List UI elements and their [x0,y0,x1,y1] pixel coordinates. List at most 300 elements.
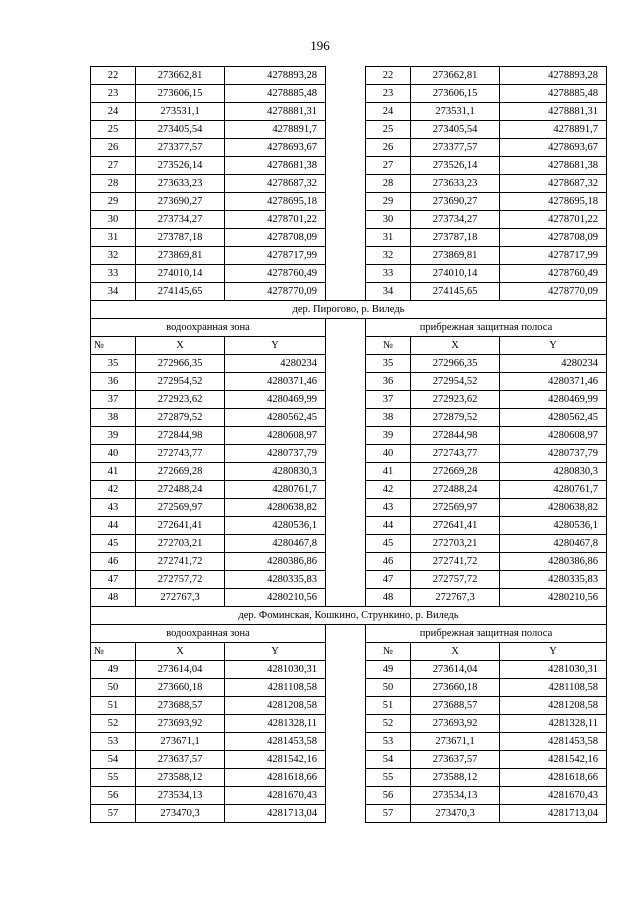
y-coordinate-right: 4280469,99 [500,391,607,409]
column-gap [326,373,366,391]
x-coordinate-right: 272954,52 [411,373,500,391]
y-coordinate-left: 4278708,09 [225,229,326,247]
table-row [91,571,607,589]
point-number-left: 51 [91,697,136,715]
point-number-left: 34 [91,283,136,301]
y-coordinate-left: 4281542,16 [225,751,326,769]
x-coordinate-right: 272488,24 [411,481,500,499]
x-coordinate-left: 272669,28 [136,463,225,481]
point-number-right: 42 [366,481,411,499]
x-coordinate-right: 274145,65 [411,283,500,301]
x-coordinate-left: 273470,3 [136,805,225,823]
header-num-left: № [91,337,136,355]
table-row [91,535,607,553]
y-coordinate-right: 4280562,45 [500,409,607,427]
zone-header-row [91,625,607,643]
column-gap [326,391,366,409]
point-number-right: 51 [366,697,411,715]
column-gap [326,337,366,355]
x-coordinate-right: 272844,98 [411,427,500,445]
point-number-right: 41 [366,463,411,481]
table-row [91,355,607,373]
point-number-right: 50 [366,679,411,697]
y-coordinate-right: 4278770,09 [500,283,607,301]
table-row [91,211,607,229]
y-coordinate-right: 4281453,58 [500,733,607,751]
table-row [91,409,607,427]
x-coordinate-right: 273531,1 [411,103,500,121]
column-gap [326,121,366,139]
column-gap [326,715,366,733]
column-gap [326,175,366,193]
point-number-right: 53 [366,733,411,751]
x-coordinate-left: 273693,92 [136,715,225,733]
x-coordinate-right: 273470,3 [411,805,500,823]
x-coordinate-left: 273531,1 [136,103,225,121]
y-coordinate-right: 4281108,58 [500,679,607,697]
point-number-left: 49 [91,661,136,679]
point-number-right: 47 [366,571,411,589]
column-gap [326,625,366,643]
x-coordinate-right: 272757,72 [411,571,500,589]
y-coordinate-left: 4280830,3 [225,463,326,481]
table-row [91,805,607,823]
x-coordinate-right: 273377,57 [411,139,500,157]
point-number-left: 23 [91,85,136,103]
y-coordinate-right: 4280467,8 [500,535,607,553]
header-num-right: № [366,337,411,355]
column-gap [326,733,366,751]
y-coordinate-right: 4278687,32 [500,175,607,193]
point-number-left: 54 [91,751,136,769]
point-number-right: 57 [366,805,411,823]
coastal-zone-label: прибрежная защитная полоса [366,319,607,337]
x-coordinate-left: 272966,35 [136,355,225,373]
x-coordinate-right: 272703,21 [411,535,500,553]
x-coordinate-left: 273662,81 [136,67,225,85]
x-coordinate-left: 273633,23 [136,175,225,193]
y-coordinate-left: 4281030,31 [225,661,326,679]
y-coordinate-right: 4278708,09 [500,229,607,247]
y-coordinate-left: 4280737,79 [225,445,326,463]
table-row [91,481,607,499]
coastal-zone-label: прибрежная защитная полоса [366,625,607,643]
x-coordinate-left: 272488,24 [136,481,225,499]
column-gap [326,283,366,301]
column-gap [326,661,366,679]
column-header-row [91,643,607,661]
y-coordinate-left: 4278893,28 [225,67,326,85]
point-number-right: 43 [366,499,411,517]
y-coordinate-left: 4280562,45 [225,409,326,427]
y-coordinate-right: 4278885,48 [500,85,607,103]
column-gap [326,409,366,427]
table-row [91,265,607,283]
y-coordinate-left: 4281208,58 [225,697,326,715]
point-number-left: 50 [91,679,136,697]
point-number-left: 47 [91,571,136,589]
point-number-left: 27 [91,157,136,175]
point-number-right: 49 [366,661,411,679]
y-coordinate-left: 4280536,1 [225,517,326,535]
x-coordinate-right: 272767,3 [411,589,500,607]
table-row [91,787,607,805]
column-gap [326,229,366,247]
point-number-right: 34 [366,283,411,301]
table-row [91,283,607,301]
y-coordinate-right: 4278891,7 [500,121,607,139]
water-zone-label: водоохранная зона [91,625,326,643]
point-number-left: 40 [91,445,136,463]
point-number-right: 40 [366,445,411,463]
y-coordinate-right: 4280830,3 [500,463,607,481]
y-coordinate-right: 4281618,66 [500,769,607,787]
point-number-left: 46 [91,553,136,571]
point-number-right: 24 [366,103,411,121]
point-number-right: 44 [366,517,411,535]
column-gap [326,193,366,211]
y-coordinate-left: 4281108,58 [225,679,326,697]
column-gap [326,67,366,85]
coordinates-table [90,66,607,823]
x-coordinate-left: 273588,12 [136,769,225,787]
table-row [91,553,607,571]
section-title: дер. Фоминская, Кошкино, Стрункино, р. Виледь [91,607,607,625]
column-gap [326,589,366,607]
x-coordinate-right: 273534,13 [411,787,500,805]
column-gap [326,103,366,121]
x-coordinate-left: 272743,77 [136,445,225,463]
section-title-row [91,301,607,319]
point-number-right: 46 [366,553,411,571]
x-coordinate-right: 273688,57 [411,697,500,715]
point-number-right: 29 [366,193,411,211]
column-gap [326,643,366,661]
point-number-left: 25 [91,121,136,139]
y-coordinate-left: 4278693,67 [225,139,326,157]
point-number-left: 42 [91,481,136,499]
x-coordinate-left: 273606,15 [136,85,225,103]
point-number-right: 31 [366,229,411,247]
x-coordinate-right: 273734,27 [411,211,500,229]
y-coordinate-right: 4281670,43 [500,787,607,805]
header-y-left: Y [225,643,326,661]
x-coordinate-right: 273671,1 [411,733,500,751]
x-coordinate-left: 272757,72 [136,571,225,589]
y-coordinate-left: 4281713,04 [225,805,326,823]
header-y-right: Y [500,643,607,661]
table-row [91,463,607,481]
x-coordinate-right: 272966,35 [411,355,500,373]
column-gap [326,751,366,769]
column-gap [326,499,366,517]
y-coordinate-left: 4281328,11 [225,715,326,733]
y-coordinate-right: 4280386,86 [500,553,607,571]
point-number-right: 33 [366,265,411,283]
point-number-right: 32 [366,247,411,265]
point-number-right: 37 [366,391,411,409]
x-coordinate-right: 273660,18 [411,679,500,697]
table-row [91,733,607,751]
table-row [91,373,607,391]
point-number-left: 38 [91,409,136,427]
point-number-left: 26 [91,139,136,157]
section-title-row [91,607,607,625]
y-coordinate-left: 4281618,66 [225,769,326,787]
y-coordinate-left: 4278681,38 [225,157,326,175]
column-gap [326,553,366,571]
x-coordinate-right: 273588,12 [411,769,500,787]
table-row [91,499,607,517]
column-gap [326,265,366,283]
y-coordinate-right: 4278881,31 [500,103,607,121]
y-coordinate-right: 4280761,7 [500,481,607,499]
x-coordinate-right: 273405,54 [411,121,500,139]
point-number-right: 36 [366,373,411,391]
y-coordinate-left: 4280608,97 [225,427,326,445]
x-coordinate-right: 273662,81 [411,67,500,85]
point-number-left: 45 [91,535,136,553]
x-coordinate-left: 273614,04 [136,661,225,679]
y-coordinate-right: 4281713,04 [500,805,607,823]
y-coordinate-right: 4280335,83 [500,571,607,589]
y-coordinate-right: 4278695,18 [500,193,607,211]
table-row [91,769,607,787]
y-coordinate-right: 4281328,11 [500,715,607,733]
y-coordinate-left: 4281670,43 [225,787,326,805]
point-number-right: 22 [366,67,411,85]
table-row [91,103,607,121]
x-coordinate-right: 273614,04 [411,661,500,679]
x-coordinate-right: 273526,14 [411,157,500,175]
y-coordinate-left: 4280386,86 [225,553,326,571]
column-gap [326,787,366,805]
y-coordinate-right: 4280536,1 [500,517,607,535]
column-gap [326,445,366,463]
x-coordinate-right: 272669,28 [411,463,500,481]
point-number-left: 48 [91,589,136,607]
y-coordinate-left: 4278891,7 [225,121,326,139]
y-coordinate-right: 4278701,22 [500,211,607,229]
table-row [91,679,607,697]
x-coordinate-right: 273693,92 [411,715,500,733]
x-coordinate-right: 273606,15 [411,85,500,103]
column-gap [326,481,366,499]
x-coordinate-left: 272703,21 [136,535,225,553]
point-number-right: 45 [366,535,411,553]
x-coordinate-right: 272641,41 [411,517,500,535]
x-coordinate-left: 273787,18 [136,229,225,247]
point-number-left: 35 [91,355,136,373]
column-gap [326,571,366,589]
column-gap [326,427,366,445]
point-number-left: 39 [91,427,136,445]
column-gap [326,211,366,229]
x-coordinate-right: 273690,27 [411,193,500,211]
point-number-left: 28 [91,175,136,193]
y-coordinate-left: 4280335,83 [225,571,326,589]
point-number-right: 54 [366,751,411,769]
x-coordinate-left: 273690,27 [136,193,225,211]
point-number-right: 25 [366,121,411,139]
y-coordinate-right: 4281208,58 [500,697,607,715]
y-coordinate-left: 4278881,31 [225,103,326,121]
y-coordinate-left: 4281453,58 [225,733,326,751]
table-row [91,193,607,211]
x-coordinate-left: 272879,52 [136,409,225,427]
point-number-right: 38 [366,409,411,427]
y-coordinate-left: 4278885,48 [225,85,326,103]
point-number-left: 24 [91,103,136,121]
y-coordinate-right: 4280234 [500,355,607,373]
column-gap [326,517,366,535]
table-row [91,157,607,175]
column-gap [326,85,366,103]
y-coordinate-left: 4278717,99 [225,247,326,265]
point-number-right: 26 [366,139,411,157]
column-gap [326,697,366,715]
point-number-right: 56 [366,787,411,805]
x-coordinate-left: 273688,57 [136,697,225,715]
header-x-right: X [411,337,500,355]
zone-header-row [91,319,607,337]
x-coordinate-left: 272767,3 [136,589,225,607]
x-coordinate-left: 272569,97 [136,499,225,517]
section-title: дер. Пирогово, р. Виледь [91,301,607,319]
page-number: 196 [310,38,330,53]
column-gap [326,247,366,265]
table-row [91,517,607,535]
point-number-right: 55 [366,769,411,787]
x-coordinate-left: 273534,13 [136,787,225,805]
y-coordinate-left: 4280371,46 [225,373,326,391]
column-gap [326,805,366,823]
table-row [91,445,607,463]
point-number-right: 23 [366,85,411,103]
point-number-left: 22 [91,67,136,85]
point-number-left: 29 [91,193,136,211]
point-number-left: 43 [91,499,136,517]
y-coordinate-right: 4280638,82 [500,499,607,517]
y-coordinate-right: 4278681,38 [500,157,607,175]
water-zone-label: водоохранная зона [91,319,326,337]
table-row [91,229,607,247]
x-coordinate-right: 272743,77 [411,445,500,463]
column-gap [326,157,366,175]
y-coordinate-left: 4280210,56 [225,589,326,607]
point-number-right: 28 [366,175,411,193]
header-x-right: X [411,643,500,661]
header-x-left: X [136,337,225,355]
y-coordinate-right: 4278893,28 [500,67,607,85]
y-coordinate-left: 4280469,99 [225,391,326,409]
point-number-right: 27 [366,157,411,175]
column-gap [326,679,366,697]
x-coordinate-left: 272923,62 [136,391,225,409]
y-coordinate-left: 4278695,18 [225,193,326,211]
point-number-left: 31 [91,229,136,247]
x-coordinate-right: 274010,14 [411,265,500,283]
point-number-right: 30 [366,211,411,229]
table-row [91,751,607,769]
column-header-row [91,337,607,355]
x-coordinate-right: 272741,72 [411,553,500,571]
x-coordinate-left: 272741,72 [136,553,225,571]
y-coordinate-right: 4278693,67 [500,139,607,157]
table-row [91,175,607,193]
y-coordinate-right: 4278760,49 [500,265,607,283]
point-number-left: 44 [91,517,136,535]
y-coordinate-right: 4281542,16 [500,751,607,769]
y-coordinate-left: 4278770,09 [225,283,326,301]
y-coordinate-left: 4280467,8 [225,535,326,553]
header-y-right: Y [500,337,607,355]
table-row [91,247,607,265]
header-x-left: X [136,643,225,661]
point-number-left: 41 [91,463,136,481]
x-coordinate-left: 273405,54 [136,121,225,139]
y-coordinate-left: 4278701,22 [225,211,326,229]
point-number-left: 57 [91,805,136,823]
x-coordinate-right: 272879,52 [411,409,500,427]
x-coordinate-left: 273734,27 [136,211,225,229]
x-coordinate-left: 272954,52 [136,373,225,391]
point-number-left: 56 [91,787,136,805]
table-row [91,697,607,715]
header-num-right: № [366,643,411,661]
header-num-left: № [91,643,136,661]
table-row [91,139,607,157]
table-row [91,121,607,139]
x-coordinate-left: 273869,81 [136,247,225,265]
point-number-left: 30 [91,211,136,229]
point-number-left: 53 [91,733,136,751]
x-coordinate-left: 274145,65 [136,283,225,301]
x-coordinate-left: 273637,57 [136,751,225,769]
point-number-left: 36 [91,373,136,391]
column-gap [326,769,366,787]
point-number-left: 55 [91,769,136,787]
table-row [91,391,607,409]
table-row [91,661,607,679]
point-number-left: 37 [91,391,136,409]
point-number-right: 52 [366,715,411,733]
y-coordinate-right: 4278717,99 [500,247,607,265]
point-number-left: 52 [91,715,136,733]
y-coordinate-left: 4278760,49 [225,265,326,283]
point-number-right: 35 [366,355,411,373]
y-coordinate-left: 4280638,82 [225,499,326,517]
x-coordinate-left: 274010,14 [136,265,225,283]
y-coordinate-left: 4280761,7 [225,481,326,499]
point-number-right: 39 [366,427,411,445]
table-row [91,589,607,607]
x-coordinate-left: 272641,41 [136,517,225,535]
column-gap [326,139,366,157]
column-gap [326,355,366,373]
x-coordinate-left: 272844,98 [136,427,225,445]
x-coordinate-right: 273633,23 [411,175,500,193]
x-coordinate-right: 273787,18 [411,229,500,247]
x-coordinate-left: 273671,1 [136,733,225,751]
header-y-left: Y [225,337,326,355]
column-gap [326,319,366,337]
point-number-left: 32 [91,247,136,265]
column-gap [326,463,366,481]
x-coordinate-right: 272923,62 [411,391,500,409]
point-number-right: 48 [366,589,411,607]
y-coordinate-right: 4281030,31 [500,661,607,679]
